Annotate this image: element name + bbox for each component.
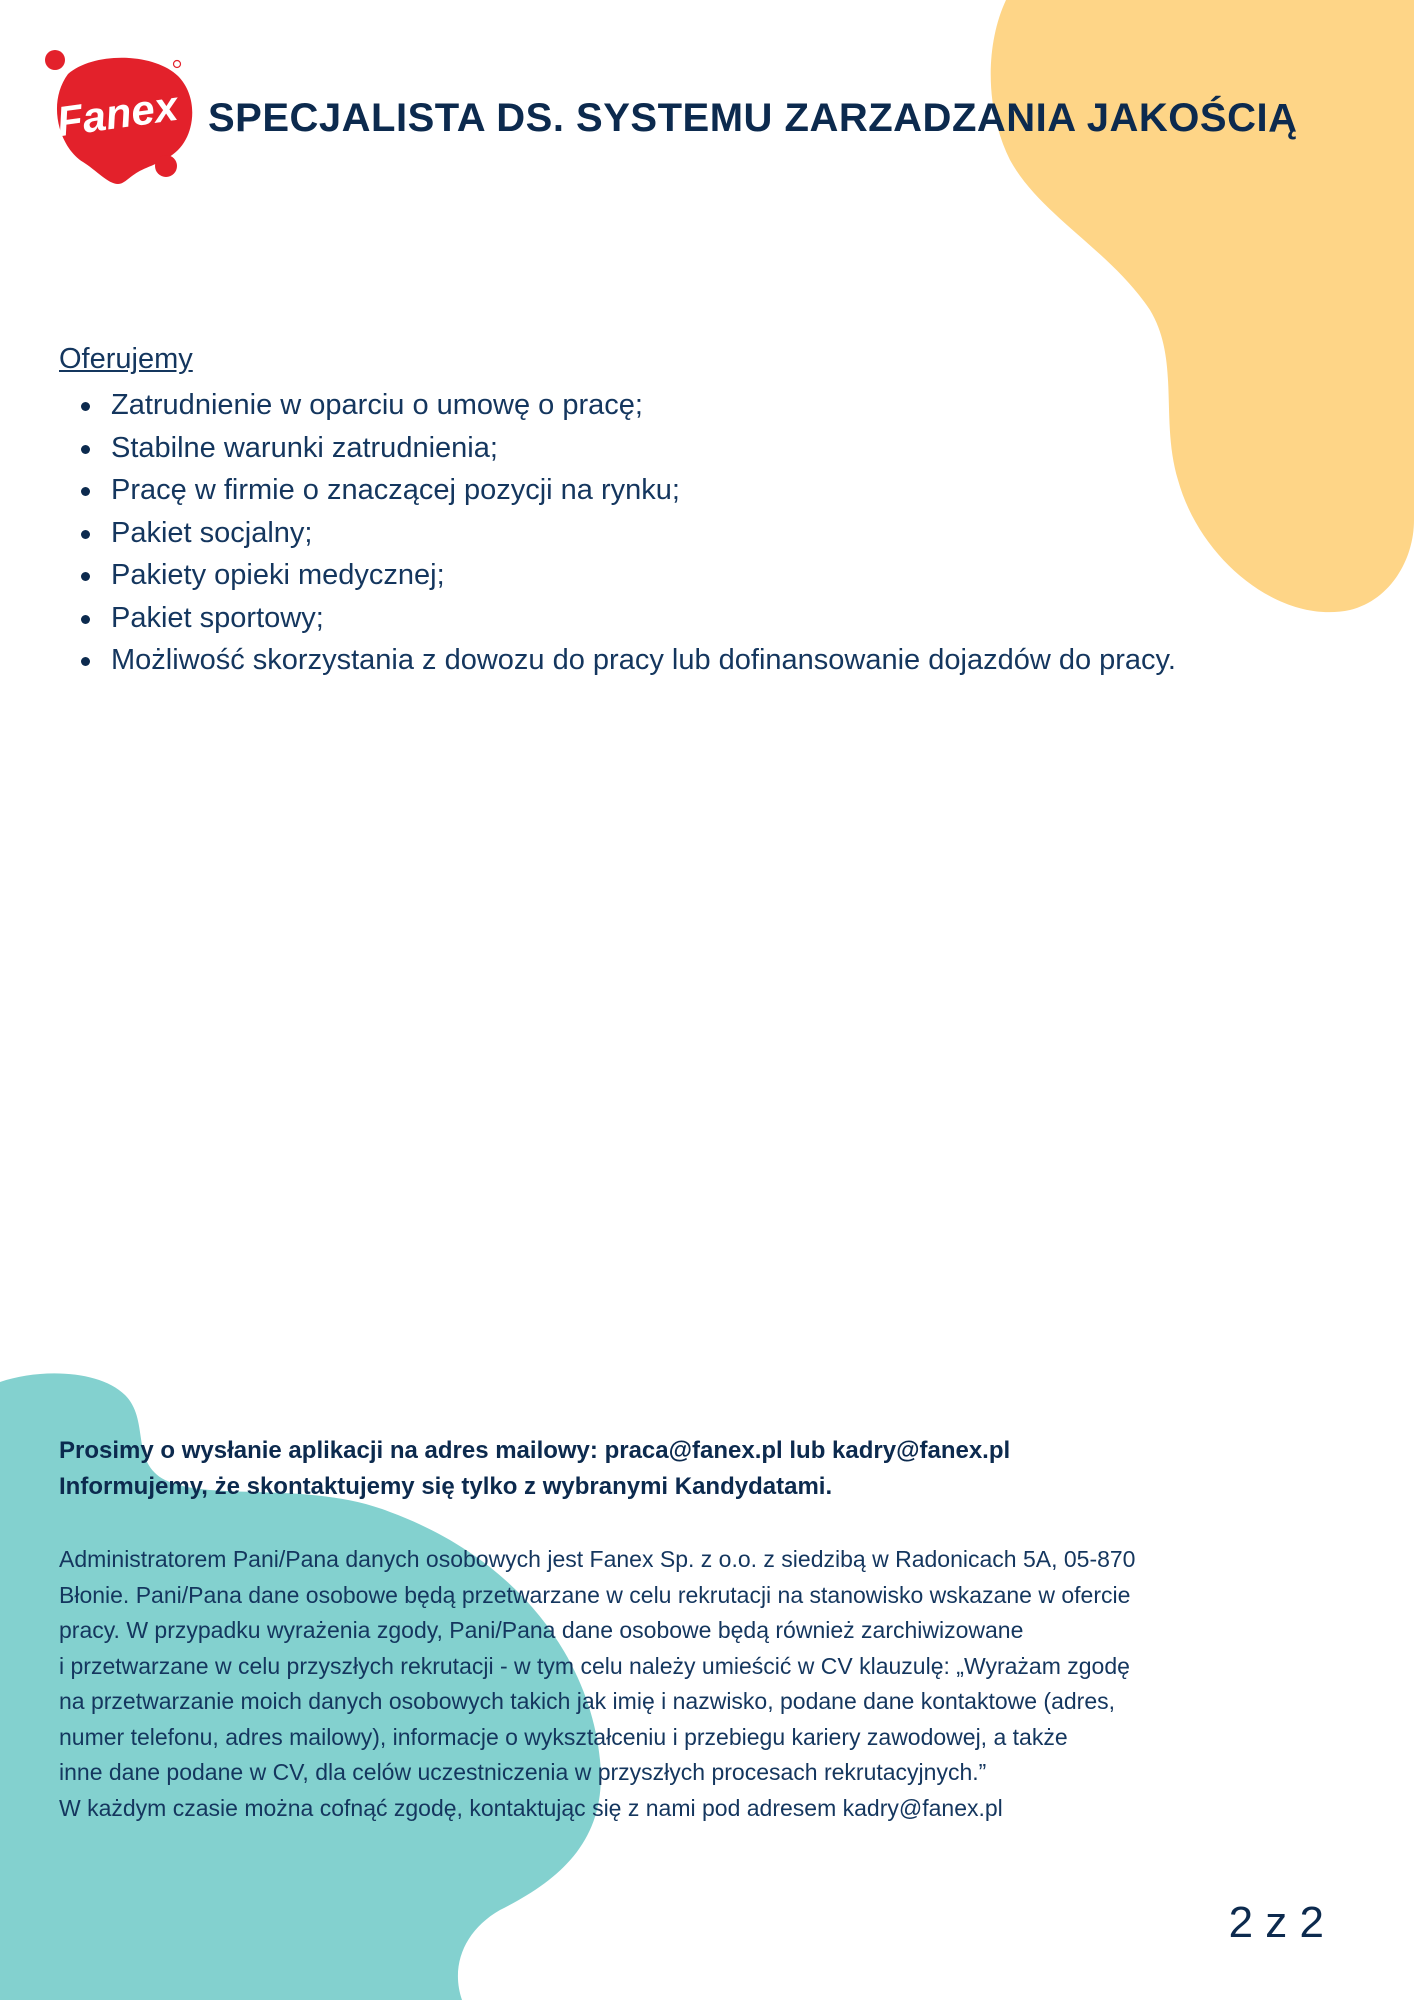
offers-section <box>59 338 1359 682</box>
offers-heading: Oferujemy <box>59 343 193 375</box>
application-info <box>59 1433 1359 1505</box>
contact-notice-line: Informujemy, że skontaktujemy się tylko z wybranymi Kandydatami. <box>59 1473 833 1500</box>
list-item: Stabilne warunki zatrudnienia; <box>111 427 1359 470</box>
application-email-line: Prosimy o wysłanie aplikacji na adres mailowy: praca@fanex.pl lub kadry@fanex.pl <box>59 1437 1011 1464</box>
list-item: Pracę w firmie o znaczącej pozycji na rynku; <box>111 469 1359 512</box>
page-number: 2 z 2 <box>1228 1898 1324 1947</box>
fanex-logo <box>38 44 198 184</box>
offers-list <box>59 384 1359 682</box>
list-item: Zatrudnienie w oparciu o umowę o pracę; <box>111 384 1359 427</box>
logo-wordmark: Fanex <box>53 81 181 146</box>
page-title: SPECJALISTA DS. SYSTEMU ZARZADZANIA JAKOŚCIĄ <box>208 96 1298 140</box>
list-item: Możliwość skorzystania z dowozu do pracy lub dofinansowanie dojazdów do pracy. <box>111 639 1359 682</box>
list-item: Pakiet socjalny; <box>111 512 1359 555</box>
list-item: Pakiet sportowy; <box>111 597 1359 640</box>
gdpr-clause: Administratorem Pani/Pana danych osobowych jest Fanex Sp. z o.o. z siedzibą w Radonicach 5A, 05-870 Błonie. Pani/Pana dane osobowe będą przetwarzane w celu rekrutacji na stanowisko wskazane w ofercie pracy. W przypadku wyrażenia zgody, Pani/Pana dane osobowe będą również zarchiwizowane i przetwarzane w celu przyszłych rekrutacji - w tym celu należy umieścić w CV klauzulę: „Wyrażam zgodę na przetwarzanie moich danych osobowych takich jak imię i nazwisko, podane dane kontaktowe (adres, numer telefonu, adres mailowy), informacje o wykształceniu i przebiegu kariery zawodowej, a także inne dane podane w CV, dla celów uczestniczenia w przyszłych procesach rekrutacyjnych.” W każdym czasie można cofnąć zgodę, kontaktując się z nami pod adresem kadry@fanex.pl <box>59 1546 1136 1821</box>
list-item: Pakiety opieki medycznej; <box>111 554 1359 597</box>
